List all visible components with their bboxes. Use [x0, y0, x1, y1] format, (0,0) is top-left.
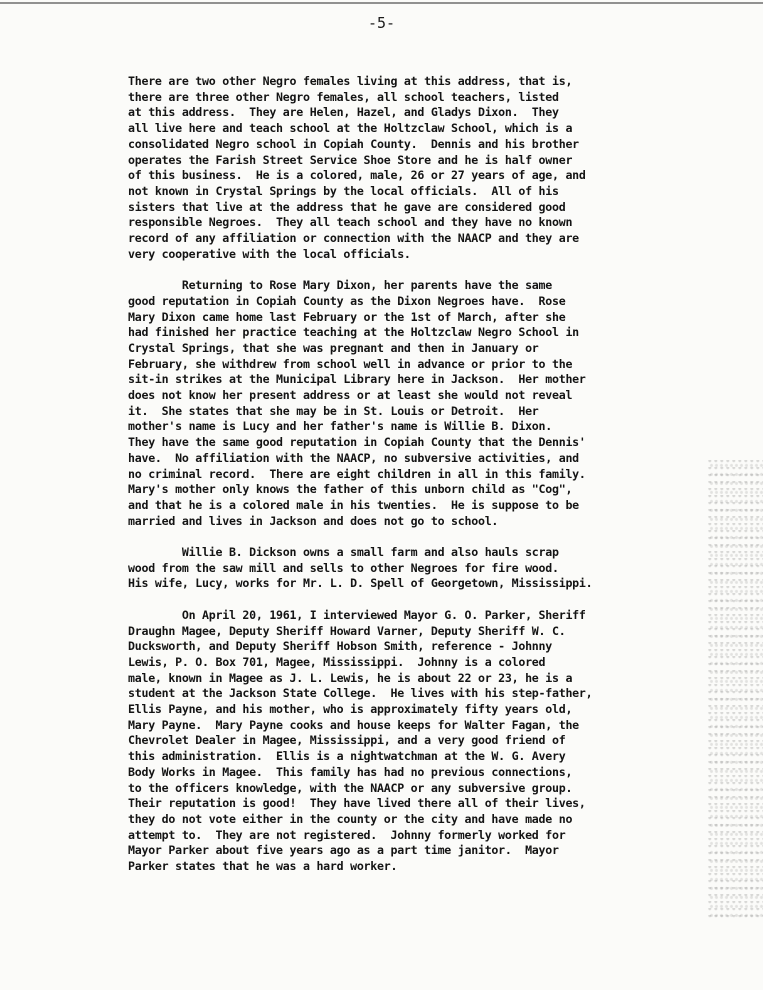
- text-line: attempt to. They are not registered. Johnny formerly worked for: [128, 827, 566, 842]
- text-line: there are three other Negro females, all school teachers, listed: [128, 89, 559, 104]
- text-line: they do not vote either in the county or the city and have made no: [128, 812, 573, 826]
- text-line: Returning to Rose Mary Dixon, her parents have the same: [128, 278, 552, 293]
- top-border-rule: [0, 2, 763, 4]
- text-line: of this business. He is a colored, male, 26 or 27 years of age, and: [128, 168, 586, 183]
- text-line: not known in Crystal Springs by the local officials. All of his: [128, 183, 559, 198]
- scan-noise: [708, 460, 763, 920]
- text-line: have. No affiliation with the NAACP, no subversive activities, and: [128, 450, 579, 465]
- text-line: wood from the saw mill and sells to other Negroes for fire wood.: [128, 560, 559, 575]
- text-line: at this address. They are Helen, Hazel, and Gladys Dixon. They: [128, 105, 559, 120]
- text-line: married and lives in Jackson and does not go to school.: [128, 513, 499, 528]
- text-line: Mary Dixon came home last February or the 1st of March, after she: [128, 309, 566, 324]
- text-line: February, she withdrew from school well in advance or prior to the: [128, 356, 573, 371]
- text-line: mother's name is Lucy and her father's name is Willie B. Dixon.: [128, 419, 552, 434]
- paragraph-dixon-sisters: [128, 74, 748, 262]
- text-line: it. She states that she may be in St. Louis or Detroit. Her: [128, 403, 539, 418]
- text-line: sit-in strikes at the Municipal Library here in Jackson. Her mother: [128, 372, 586, 387]
- text-line: no criminal record. There are eight children in all in this family.: [128, 466, 586, 481]
- paragraph-rose-mary-dixon: [128, 278, 748, 529]
- text-line: student at the Jackson State College. He lives with his step-father,: [128, 686, 593, 701]
- text-line: consolidated Negro school in Copiah County. Dennis and his brother: [128, 136, 579, 151]
- text-line: Lewis, P. O. Box 701, Magee, Mississippi. Johnny is a colored: [128, 654, 546, 669]
- text-line: Draughn Magee, Deputy Sheriff Howard Varner, Deputy Sheriff W. C.: [128, 623, 566, 638]
- text-line: Parker states that he was a hard worker.: [128, 859, 398, 874]
- text-line: this administration. Ellis is a nightwatchman at the W. G. Avery: [128, 749, 566, 764]
- paragraph-johnny-lewis-interview: [128, 608, 748, 875]
- text-line: Crystal Springs, that she was pregnant and then in January or: [128, 340, 539, 355]
- text-line: Willie B. Dickson owns a small farm and also hauls scrap: [128, 545, 559, 560]
- text-line: male, known in Magee as J. L. Lewis, he is about 22 or 23, he is a: [128, 670, 573, 685]
- text-line: does not know her present address or at least she would not reveal: [128, 388, 573, 403]
- page-number: -5-: [368, 14, 396, 32]
- text-line: all live here and teach school at the Holtzclaw School, which is a: [128, 121, 573, 136]
- text-line: record of any affiliation or connection with the NAACP and they are: [128, 231, 579, 246]
- text-line: Body Works in Magee. This family has had no previous connections,: [128, 764, 573, 779]
- text-line: There are two other Negro females living at this address, that is,: [128, 74, 573, 88]
- text-line: and that he is a colored male in his twenties. He is suppose to be: [128, 497, 579, 512]
- text-line: responsible Negroes. They all teach school and they have no known: [128, 215, 573, 230]
- text-line: good reputation in Copiah County as the Dixon Negroes have. Rose: [128, 293, 566, 308]
- document-body: [128, 74, 748, 875]
- text-line: operates the Farish Street Service Shoe Store and he is half owner: [128, 152, 573, 167]
- text-line: very cooperative with the local officials.: [128, 246, 411, 261]
- text-line: Their reputation is good! They have lived there all of their lives,: [128, 796, 586, 811]
- text-line: They have the same good reputation in Copiah County that the Dennis': [128, 435, 586, 450]
- text-line: Mary Payne. Mary Payne cooks and house keeps for Walter Fagan, the: [128, 717, 579, 732]
- text-line: to the officers knowledge, with the NAACP or any subversive group.: [128, 780, 573, 795]
- text-line: His wife, Lucy, works for Mr. L. D. Spell of Georgetown, Mississippi.: [128, 576, 593, 591]
- text-line: sisters that live at the address that he gave are considered good: [128, 199, 566, 214]
- text-line: had finished her practice teaching at the Holtzclaw Negro School in: [128, 325, 579, 340]
- text-line: Mary's mother only knows the father of this unborn child as "Cog",: [128, 482, 573, 497]
- text-line: Ellis Payne, and his mother, who is approximately fifty years old,: [128, 702, 573, 717]
- text-line: Chevrolet Dealer in Magee, Mississippi, and a very good friend of: [128, 733, 566, 748]
- text-line: Ducksworth, and Deputy Sheriff Hobson Smith, reference - Johnny: [128, 639, 552, 654]
- text-line: On April 20, 1961, I interviewed Mayor G. O. Parker, Sheriff: [128, 607, 586, 622]
- text-line: Mayor Parker about five years ago as a part time janitor. Mayor: [128, 843, 559, 858]
- paragraph-willie-dickson: [128, 545, 748, 592]
